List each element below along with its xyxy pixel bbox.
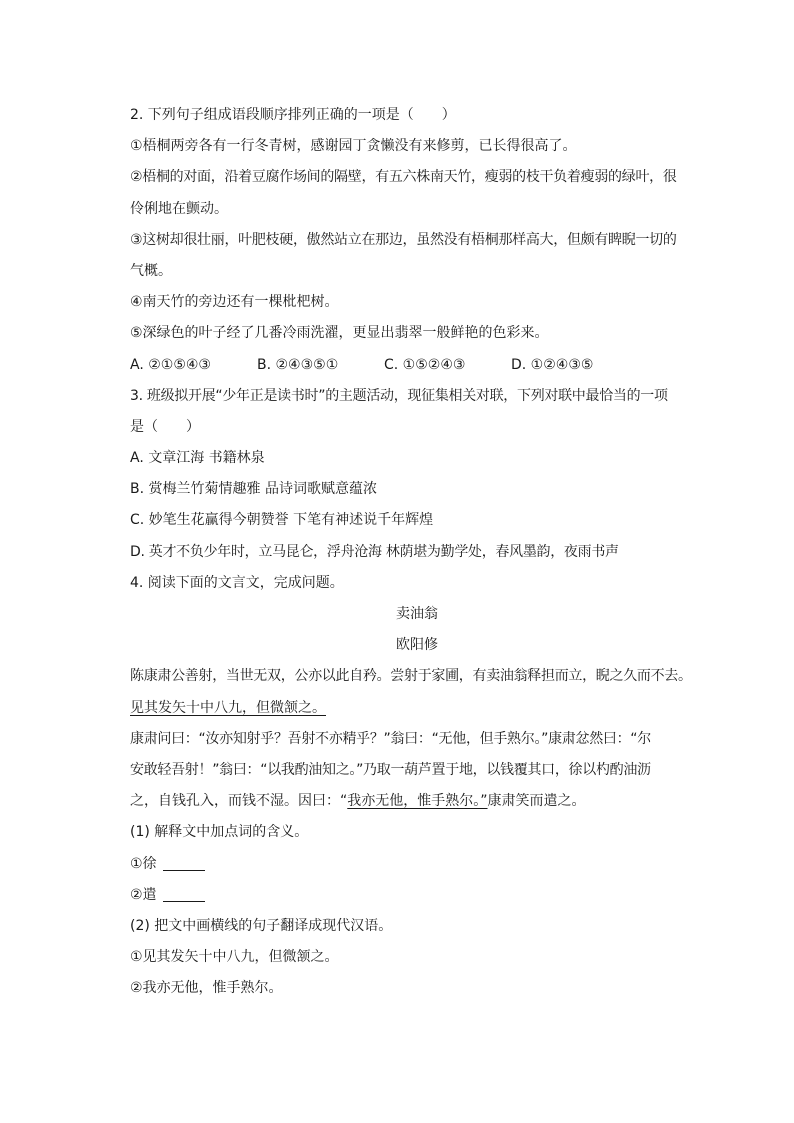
q4-sub1-item-2-label: ②遣	[130, 886, 157, 903]
passage-line-5-pre: 之，自钱孔入，而钱不湿。因曰：“	[130, 793, 348, 810]
passage-line-3: 康肃问曰：“汝亦知射乎？吾射不亦精乎？”翁曰：“无他，但手熟尔。”康肃忿然曰：“尔	[130, 730, 651, 747]
q3-option-a[interactable]: A. 文章江海 书籍林泉	[130, 450, 265, 467]
q4-sub1-item-1-label: ①徐	[130, 855, 157, 872]
q2-sentence-3: ③这树却很壮丽，叶肥枝硬，傲然站立在那边，虽然没有梧桐那样高大，但颇有睥睨一切的	[130, 231, 677, 248]
answer-blank-2[interactable]	[163, 884, 205, 902]
exam-content	[130, 100, 704, 1004]
passage-title: 卖油翁	[396, 606, 438, 622]
q4-sub1-item-2	[130, 880, 704, 911]
q3-option-b[interactable]: B. 赏梅兰竹菊情趣雅 品诗词歌赋意蕴浓	[130, 481, 377, 498]
q2-sentence-2-cont: 伶俐地在颤动。	[130, 200, 228, 217]
q2-option-a[interactable]: A. ②①⑤④③	[130, 356, 211, 373]
q2-sentence-4: ④南天竹的旁边还有一棵枇杷树。	[130, 294, 339, 311]
q4-sub2-item-1: ①见其发矢十中八九，但微颔之。	[130, 949, 339, 966]
q2-options	[130, 350, 704, 381]
answer-blank-1[interactable]	[163, 853, 205, 871]
q4-sub2-stem: (2) 把文中画横线的句子翻译成现代汉语。	[130, 917, 393, 934]
underlined-sentence-2: 我亦无他，惟手熟尔。”	[347, 793, 488, 810]
q2-option-d[interactable]: D. ①②④③⑤	[511, 356, 594, 373]
q4-sub1-stem: (1) 解释文中加点词的含义。	[130, 824, 309, 841]
q2-option-c[interactable]: C. ①⑤②④③	[384, 356, 466, 373]
q2-stem: 2. 下列句子组成语段顺序排列正确的一项是（ ）	[130, 107, 456, 123]
passage-line-2	[130, 693, 704, 724]
q3-stem-cont: 是（ ）	[130, 418, 200, 435]
q4-sub1-item-1	[130, 849, 704, 880]
q4-stem: 4. 阅读下面的文言文，完成问题。	[130, 574, 344, 591]
q2-option-b[interactable]: B. ②④③⑤①	[257, 356, 339, 373]
passage-line-1: 陈康肃公善射，当世无双，公亦以此自矜。尝射于家圃，有卖油翁释担而立，睨之久而不去。	[130, 668, 692, 685]
q3-stem: 3. 班级拟开展“少年正是读书时”的主题活动，现征集相关对联，下列对联中最恰当的一项	[130, 387, 668, 404]
passage-line-5-post: 康肃笑而遣之。	[487, 793, 586, 810]
q2-sentence-1: ①梧桐两旁各有一行冬青树，感谢园丁贪懒没有来修剪，已长得很高了。	[130, 138, 577, 155]
q2-sentence-2: ②梧桐的对面，沿着豆腐作场间的隔壁，有五六株南天竹，瘦弱的枝干负着瘦弱的绿叶，很	[130, 169, 677, 186]
passage-line-4: 安敢轻吾射！”翁曰：“以我酌油知之。”乃取一葫芦置于地，以钱覆其口，徐以杓酌油沥	[130, 761, 651, 778]
q2-sentence-3-cont: 气概。	[130, 262, 172, 279]
q3-option-d[interactable]: D. 英才不负少年时，立马昆仑，浮舟沧海 林荫堪为勤学处，春风墨韵，夜雨书声	[130, 543, 619, 560]
underlined-sentence-1: 见其发矢十中八九，但微颔之。	[130, 699, 326, 716]
passage-line-5	[130, 786, 704, 817]
q4-sub2-item-2: ②我亦无他，惟手熟尔。	[130, 980, 283, 997]
passage-author: 欧阳修	[396, 637, 438, 654]
q3-option-c[interactable]: C. 妙笔生花赢得今朝赞誉 下笔有神述说千年辉煌	[130, 512, 434, 529]
q2-sentence-5: ⑤深绿色的叶子经了几番冷雨洗濯，更显出翡翠一般鲜艳的色彩来。	[130, 325, 549, 342]
